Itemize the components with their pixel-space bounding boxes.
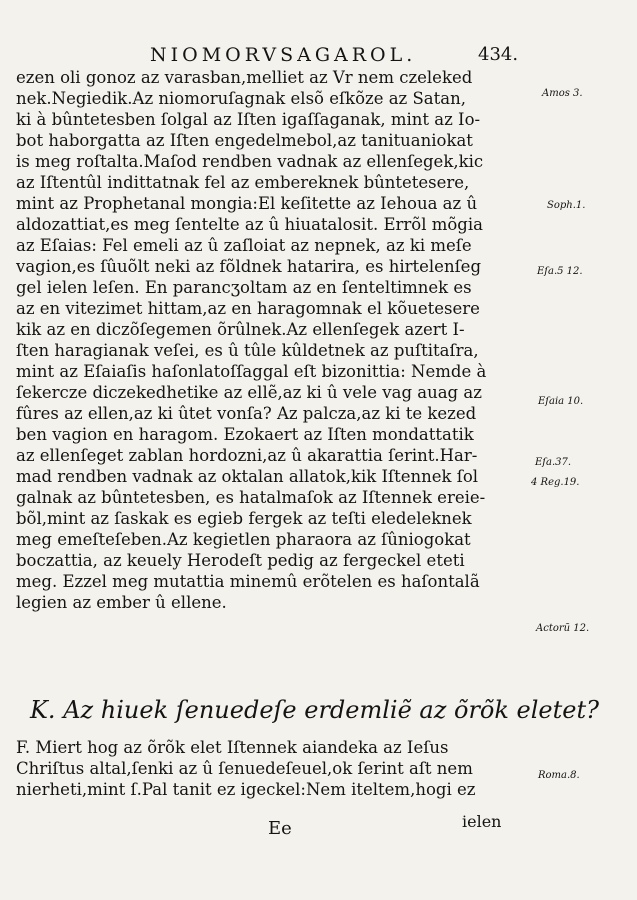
marginal-note: Eſaia 10. — [538, 396, 584, 407]
text-line: gel ielen leſen. En parancʒoltam az en ſenteltimnek es — [16, 278, 472, 297]
section-heading: K. Az hiuek ſenuedeſe erdemliẽ az õrõk eletet? — [30, 696, 599, 724]
catchword: ielen — [462, 812, 502, 831]
text-line: nierheti,mint ſ.Pal tanit ez igeckel:Nem iteltem,hogi ez — [16, 780, 476, 799]
text-line: vagion,es ſûuõlt neki az fõldnek hatarira, es hirtelenſeg — [16, 257, 482, 276]
text-line: bot haborgatta az Iſten engedelmebol,az tanituaniokat — [16, 131, 473, 150]
text-line: az ellenſeget zablan hordozni,az û akarattia ſerint.Har- — [16, 446, 478, 465]
text-line: az Eſaias: Fel emeli az û zaſloiat az nepnek, az ki meſe — [16, 236, 472, 255]
text-line: meg emeſteſeben.Az kegietlen pharaora az ſûniogokat — [16, 530, 471, 549]
text-line: ſten haragianak veſei, es û tûle kûldetnek az puſtitaſra, — [16, 341, 479, 360]
text-line: legien az ember û ellene. — [16, 593, 227, 612]
text-line: boczattia, az keuely Herodeſt pedig az fergeckel eteti — [16, 551, 465, 570]
text-line: bõl,mint az ſaskak es egieb fergek az teſti eledeleknek — [16, 509, 472, 528]
text-line: Chriſtus altal,ſenki az û ſenuedeſeuel,ok ſerint aſt nem — [16, 759, 473, 778]
text-line: ezen oli gonoz az varasban,melliet az Vr nem czeleked — [16, 68, 473, 87]
text-line: mint az Eſaiaſis haſonlatoſſaggal eſt bizonittia: Nemde à — [16, 362, 487, 381]
text-line: is meg roſtalta.Maſod rendben vadnak az ellenſegek,kic — [16, 152, 484, 171]
marginal-note: Eſa.5 12. — [537, 266, 583, 277]
text-line: az en vitezimet hittam,az en haragomnak el kõuetesere — [16, 299, 480, 318]
text-line: galnak az bûntetesben, es hatalmaſok az Iſtennek ereie- — [16, 488, 486, 507]
text-line: fûres az ellen,az ki ûtet vonſa? Az palcza,az ki te kezed — [16, 404, 477, 423]
text-line: ki à bûntetesben ſolgal az Iſten igaſſaganak, mint az Io- — [16, 110, 481, 129]
marginal-note: Soph.1. — [547, 200, 586, 211]
running-header: NIOMORVSAGAROL. — [150, 44, 417, 66]
text-line: nek.Negiedik.Az niomoruſagnak elsõ eſkõze az Satan, — [16, 89, 466, 108]
text-line: F. Miert hog az õrõk elet Iſtennek aiandeka az Ieſus — [16, 738, 449, 757]
page-number: 434. — [478, 44, 519, 65]
text-line: mad rendben vadnak az oktalan allatok,kik Iſtennek ſol — [16, 467, 479, 486]
marginal-note: Actorũ 12. — [536, 623, 590, 634]
marginal-note: Amos 3. — [542, 88, 583, 99]
marginal-note: Roma.8. — [538, 770, 580, 781]
text-line: meg. Ezzel meg mutattia minemû erõtelen es haſontalã — [16, 572, 480, 591]
text-line: ben vagion en haragom. Ezokaert az Iſten mondattatik — [16, 425, 474, 444]
text-line: mint az Prophetanal mongia:El keſitette az Iehoua az û — [16, 194, 478, 213]
marginal-note: Eſa.37. — [535, 457, 572, 468]
catchword-signature: Ee — [268, 818, 292, 839]
text-line: aldozattiat,es meg ſentelte az û hiuatalosit. Errõl mõgia — [16, 215, 483, 234]
text-line: ſekercze diczekedhetike az ellẽ,az ki û vele vag auag az — [16, 383, 482, 402]
marginal-note: 4 Reg.19. — [531, 477, 580, 488]
text-line: az Iſtentûl indittatnak fel az embereknek bûntetesere, — [16, 173, 470, 192]
text-line: kik az en diczõſegemen õrûlnek.Az ellenſegek azert I- — [16, 320, 465, 339]
